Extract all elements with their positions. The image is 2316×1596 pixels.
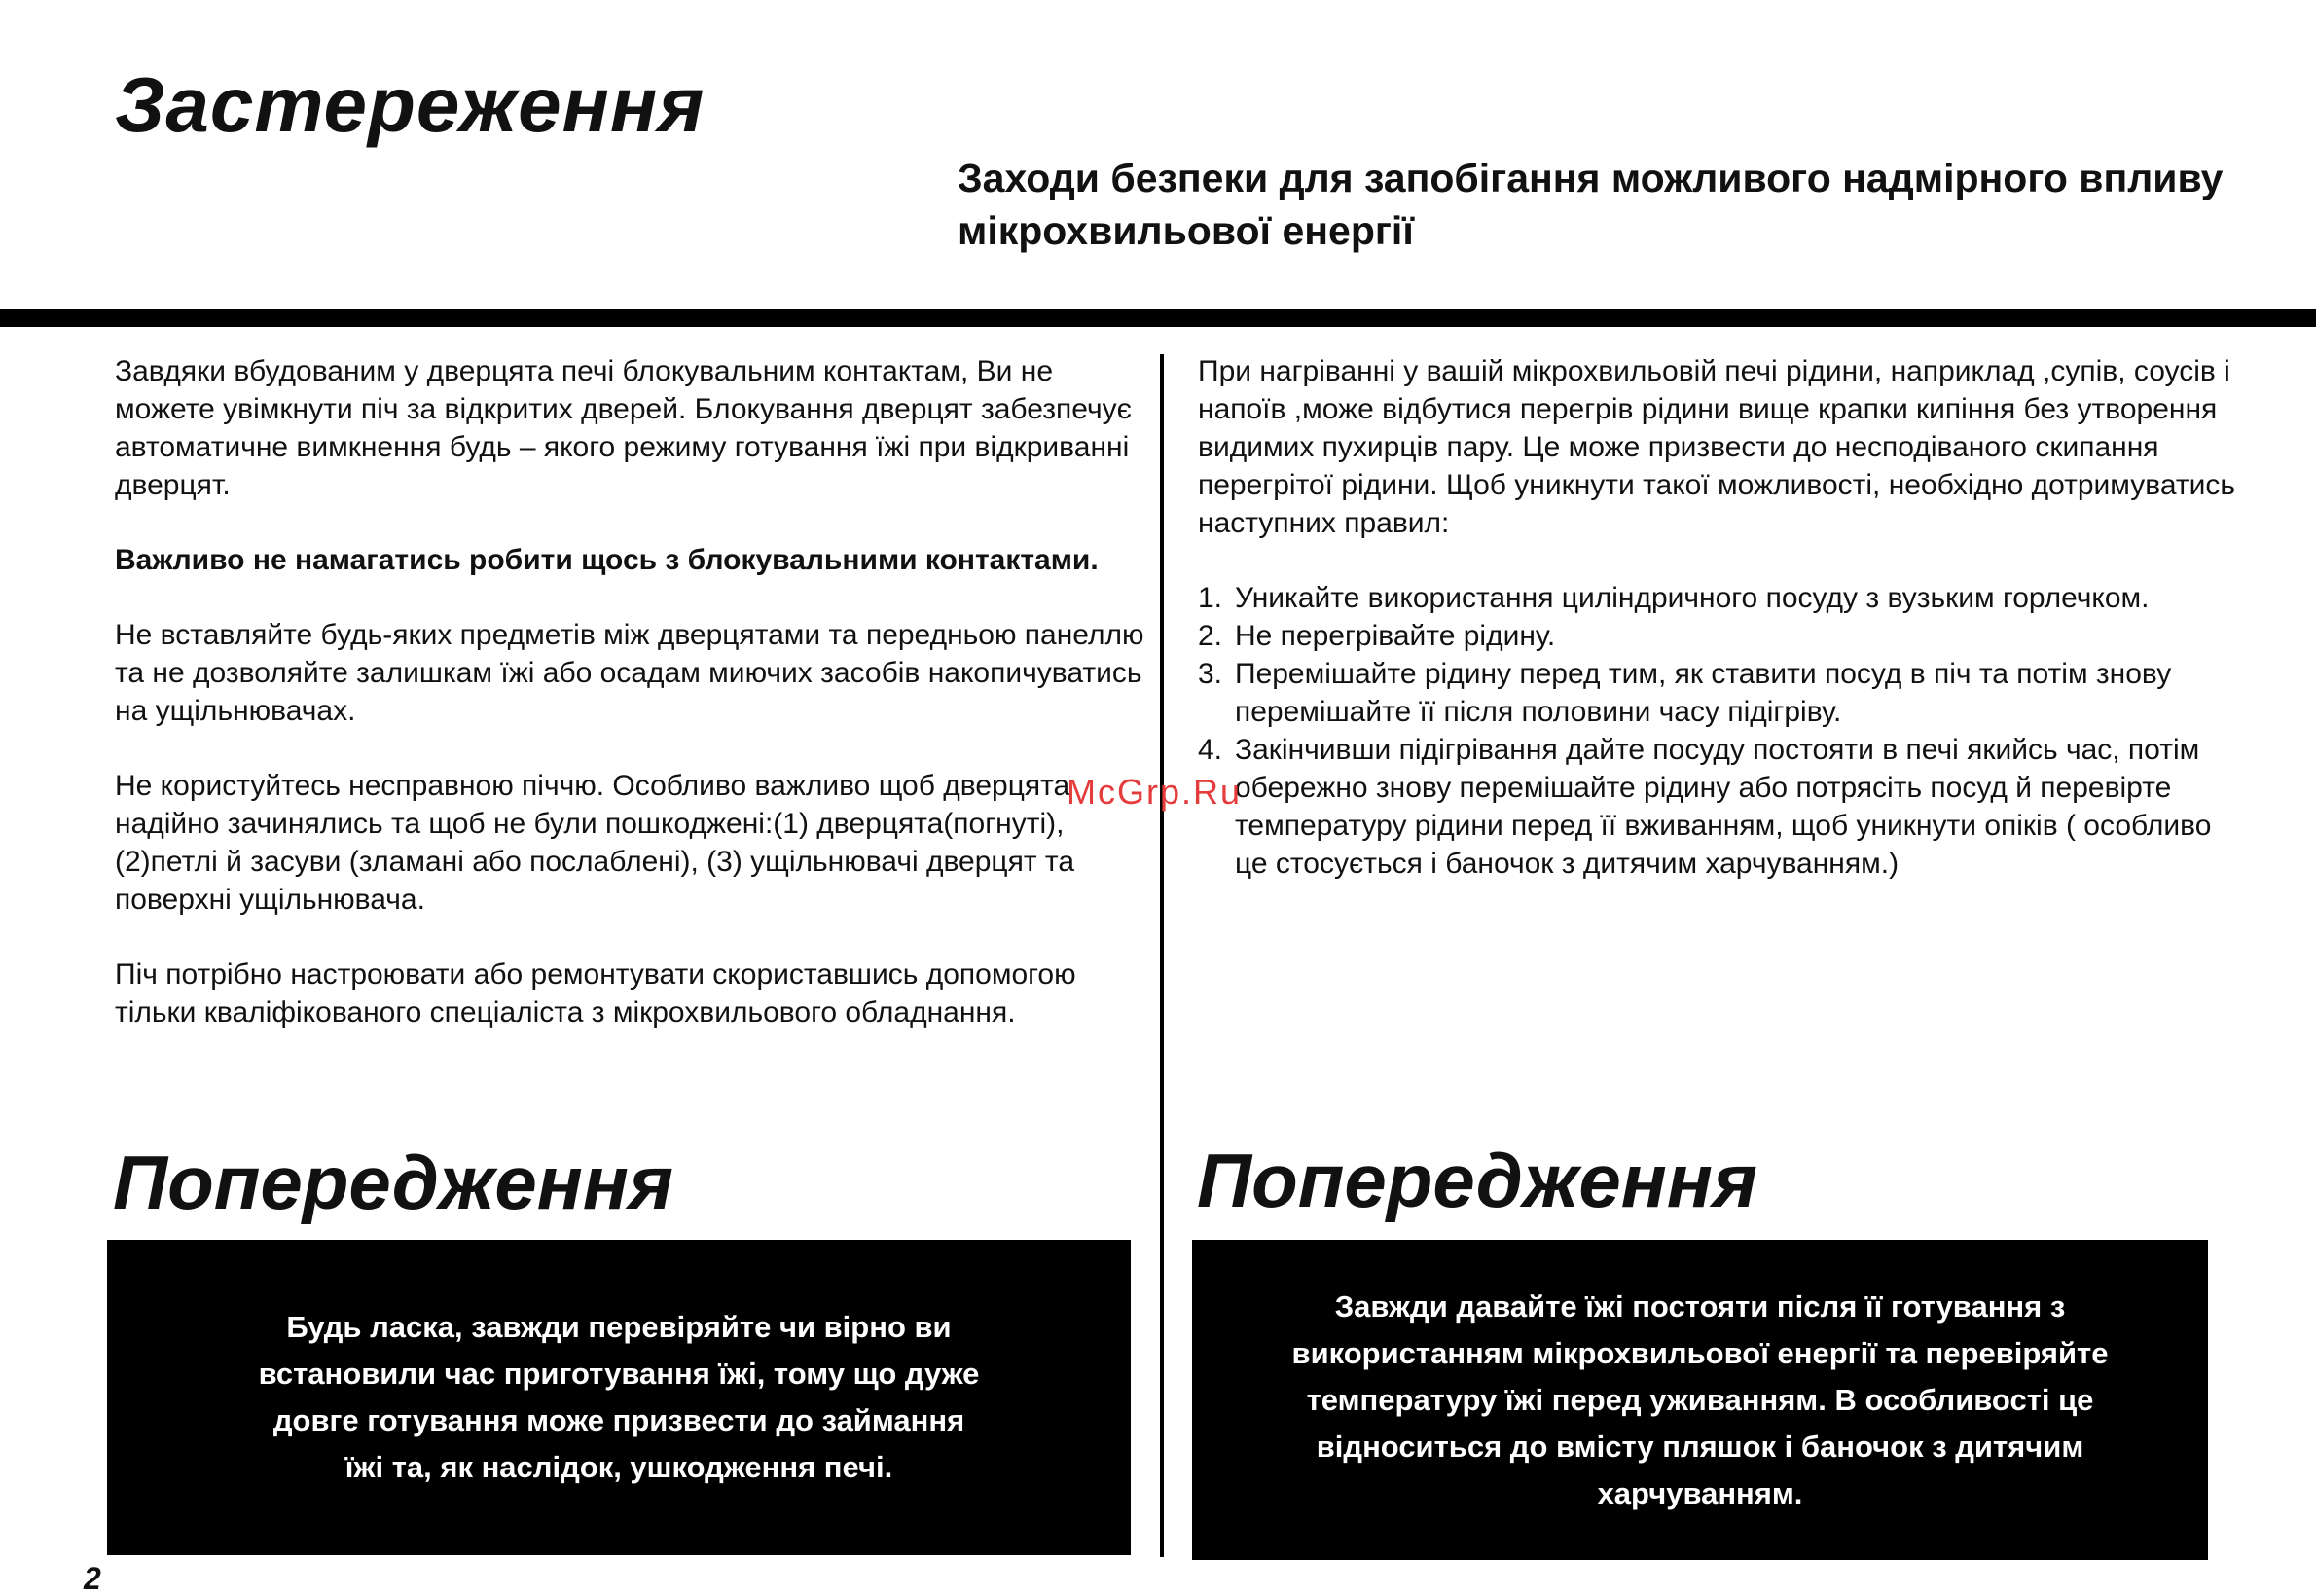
list-item-text: Перемішайте рідину перед тим, як ставити посуд в піч та потім знову перемішайте її після половини часу підігріву. bbox=[1235, 658, 2172, 728]
objects-paragraph: Не вставляйте будь-яких предметів між дверцятами та передньою панеллю та не дозволяйте залишкам їжі або осадам миючих засобів накопичуватись на ущільнювачах. bbox=[115, 619, 1144, 727]
list-item-number: 2. bbox=[1198, 620, 1223, 652]
page-subtitle: Заходи безпеки для запобігання можливого надмірного впливу мікрохвильової енергії bbox=[958, 156, 2224, 253]
list-item-text: Закінчивши підігрівання дайте посуду постояти в печі якийсь час, потім обережно знову перемішайте рідину або потрясіть посуд й перевірте температуру рідини перед її вживанням, щоб уникнути опіків ( особливо це стосується і баночок з дитячим харчуванням.) bbox=[1235, 734, 2212, 880]
damaged-oven-paragraph: Не користуйтесь несправною піччю. Особливо важливо щоб дверцята надійно зачинялись та щоб не були пошкоджені:(1) дверцята(погнуті), (2)петлі й засуви (зламані або послаблені), (3) ущільнювачі дверцят та поверхні ущільнювача. bbox=[115, 770, 1075, 916]
left-column bbox=[115, 352, 1146, 1069]
watermark: McGrp.Ru bbox=[1067, 772, 1243, 812]
warning-box-left bbox=[107, 1240, 1131, 1555]
list-item bbox=[1198, 655, 2239, 731]
warning-heading-right: Попередження bbox=[1197, 1138, 1757, 1223]
list-item-number: 4. bbox=[1198, 734, 1223, 766]
list-item bbox=[1198, 731, 2239, 883]
list-item-number: 3. bbox=[1198, 658, 1223, 690]
list-item-number: 1. bbox=[1198, 582, 1223, 614]
service-paragraph: Піч потрібно настроювати або ремонтувати скориставшись допомогою тільки кваліфікованого спеціаліста з мікрохвильового обладнання. bbox=[115, 959, 1076, 1029]
interlock-paragraph: Завдяки вбудованим у дверцята печі блокувальним контактам, Ви не можете увімкнути піч за відкритих дверей. Блокування дверцят забезпечує автоматичне вимкнення будь – якого режиму готування їжі при відкриванні дверцят. bbox=[115, 355, 1132, 501]
list-item-text: Не перегрівайте рідину. bbox=[1235, 620, 1556, 652]
list-item bbox=[1198, 579, 2239, 617]
right-column bbox=[1198, 352, 2239, 883]
list-item bbox=[1198, 617, 2239, 655]
warning-heading-left: Попередження bbox=[113, 1140, 673, 1225]
warning-text-right: Завжди давайте їжі постояти після її готування з використанням мікрохвильової енергії та перевіряйте температуру їжі перед уживанням. В особливості це відноситься до вмісту пляшок і баночок з дитячим харчуванням. bbox=[1291, 1288, 2109, 1510]
column-divider bbox=[1160, 354, 1164, 1557]
warning-text-left: Будь ласка, завжди перевіряйте чи вірно ви встановили час приготування їжі, тому що дуже довге готування може призвести до займання їжі та, як наслідок, ушкодження печі. bbox=[258, 1310, 980, 1484]
list-item-text: Уникайте використання циліндричного посуду з вузьким горлечком. bbox=[1235, 582, 2150, 614]
warning-box-right bbox=[1192, 1240, 2208, 1560]
interlock-warning-paragraph: Важливо не намагатись робити щось з блокувальними контактами. bbox=[115, 544, 1099, 576]
superheating-rules-list bbox=[1198, 579, 2239, 883]
header-rule bbox=[0, 309, 2316, 327]
page-title: Застереження bbox=[115, 61, 706, 148]
superheating-intro: При нагріванні у вашій мікрохвильовій печі рідини, наприклад ,супів, соусів і напоїв ,може відбутися перегрів рідини вище крапки кипіння без утворення видимих пухирців пару. Це може призвести до несподіваного скипання перегрітої рідини. Щоб уникнути такої можливості, необхідно дотримуватись наступних правил: bbox=[1198, 355, 2236, 539]
page-number: 2 bbox=[84, 1561, 101, 1596]
